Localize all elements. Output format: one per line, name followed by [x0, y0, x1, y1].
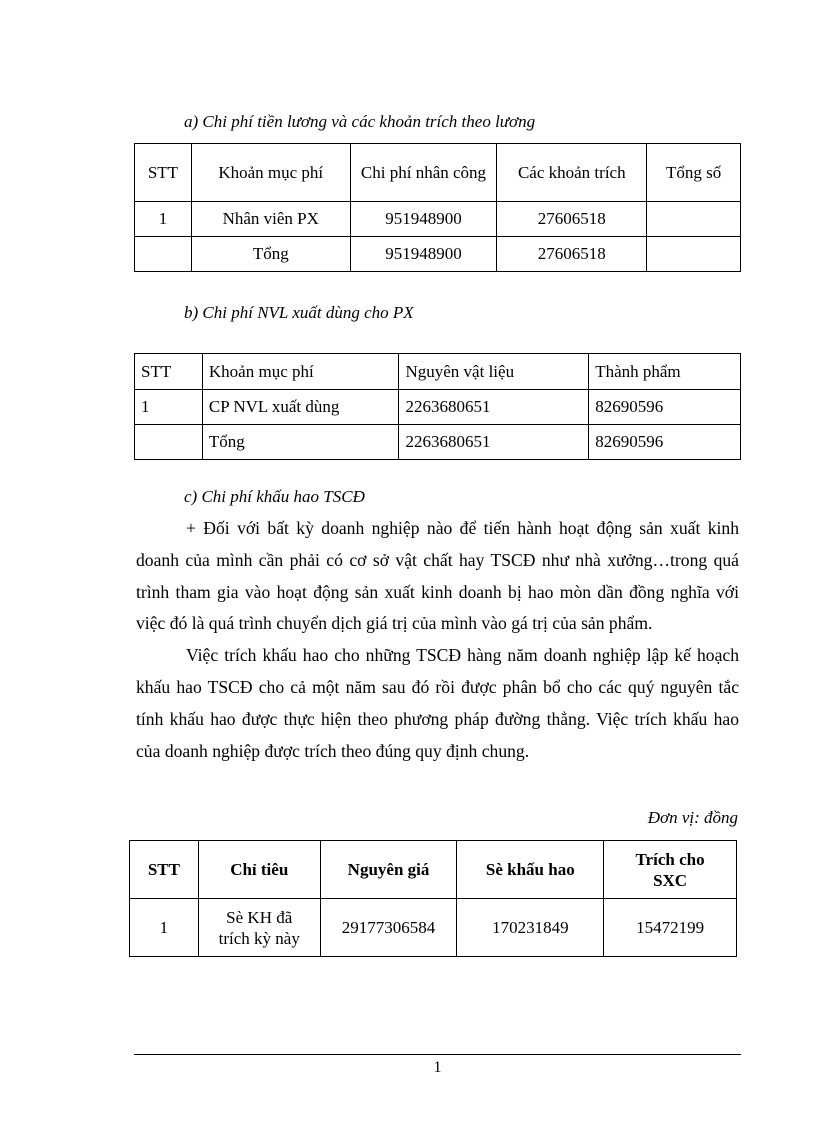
table-cell: Nhân viên PX	[191, 202, 350, 237]
table-cell	[135, 425, 203, 460]
table-header-row	[135, 144, 741, 202]
table-cell	[647, 202, 741, 237]
table-header-row	[135, 354, 741, 390]
header-cell: STT	[135, 144, 192, 202]
paragraph-2: Việc trích khấu hao cho những TSCĐ hàng năm doanh nghiệp lập kế hoạch khấu hao TSCĐ cho cả một năm sau đó rồi được phân bổ cho các quý nguyên tắc tính khấu hao được thực hiện theo phương pháp đường thẳng. Việc trích khấu hao của doanh nghiệp được trích theo đúng quy định chung.	[136, 645, 739, 761]
header-cell: Chỉ tiêu	[198, 841, 320, 899]
table-row	[135, 390, 741, 425]
header-cell: Sè khấu hao	[457, 841, 604, 899]
header-cell: STT	[135, 354, 203, 390]
table-cell	[135, 237, 192, 272]
table-cell: Sè KH đã trích kỳ này	[198, 899, 320, 957]
table-cell: 82690596	[589, 390, 741, 425]
paragraph-1: + Đối với bất kỳ doanh nghiệp nào để tiến hành hoạt động sản xuất kinh doanh của mình cần phải có cơ sở vật chất hay TSCĐ như nhà xưởng…trong quá trình tham gia vào hoạt động sản xuất kinh doanh bị hao mòn dần đồng nghĩa với việc đó là quá trình chuyển dịch giá trị của mình vào gá trị của sản phẩm.	[136, 518, 739, 634]
table-cell: 1	[135, 202, 192, 237]
header-cell: STT	[130, 841, 199, 899]
table-cell: 15472199	[604, 899, 737, 957]
table-cell: 27606518	[497, 237, 647, 272]
table-row-total	[135, 425, 741, 460]
table-depreciation	[129, 840, 737, 957]
unit-label: Đơn vị: đồng	[647, 808, 738, 827]
body-text	[136, 513, 739, 767]
table-cell: 29177306584	[320, 899, 457, 957]
section-c-heading: c) Chi phí khấu hao TSCĐ	[184, 487, 365, 506]
header-cell: Tổng số	[647, 144, 741, 202]
table-labor-cost	[134, 143, 741, 272]
header-cell: Chi phí nhân công	[350, 144, 497, 202]
footer-divider	[134, 1054, 741, 1055]
table-row	[130, 899, 737, 957]
table-cell: Tổng	[202, 425, 399, 460]
table-cell	[647, 237, 741, 272]
table-cell: 2263680651	[399, 425, 589, 460]
table-cell: 951948900	[350, 202, 497, 237]
table-cell: CP NVL xuất dùng	[202, 390, 399, 425]
header-cell: Nguyên vật liệu	[399, 354, 589, 390]
section-a-heading: a) Chi phí tiền lương và các khoản trích theo lương	[184, 112, 536, 131]
table-row	[135, 202, 741, 237]
table-cell: 951948900	[350, 237, 497, 272]
table-cell: 1	[135, 390, 203, 425]
table-cell: 27606518	[497, 202, 647, 237]
table-cell: 170231849	[457, 899, 604, 957]
table-cell: 82690596	[589, 425, 741, 460]
table-header-row	[130, 841, 737, 899]
section-b-heading: b) Chi phí NVL xuất dùng cho PX	[184, 303, 414, 322]
table-cell: 2263680651	[399, 390, 589, 425]
header-cell: Khoản mục phí	[202, 354, 399, 390]
table-cell: 1	[130, 899, 199, 957]
page-number: 1	[433, 1059, 442, 1076]
header-cell: Trích cho SXC	[604, 841, 737, 899]
header-cell: Khoản mục phí	[191, 144, 350, 202]
header-cell: Nguyên giá	[320, 841, 457, 899]
table-cell: Tổng	[191, 237, 350, 272]
table-material-cost	[134, 353, 741, 460]
header-cell: Thành phẩm	[589, 354, 741, 390]
table-row-total	[135, 237, 741, 272]
header-cell: Các khoản trích	[497, 144, 647, 202]
